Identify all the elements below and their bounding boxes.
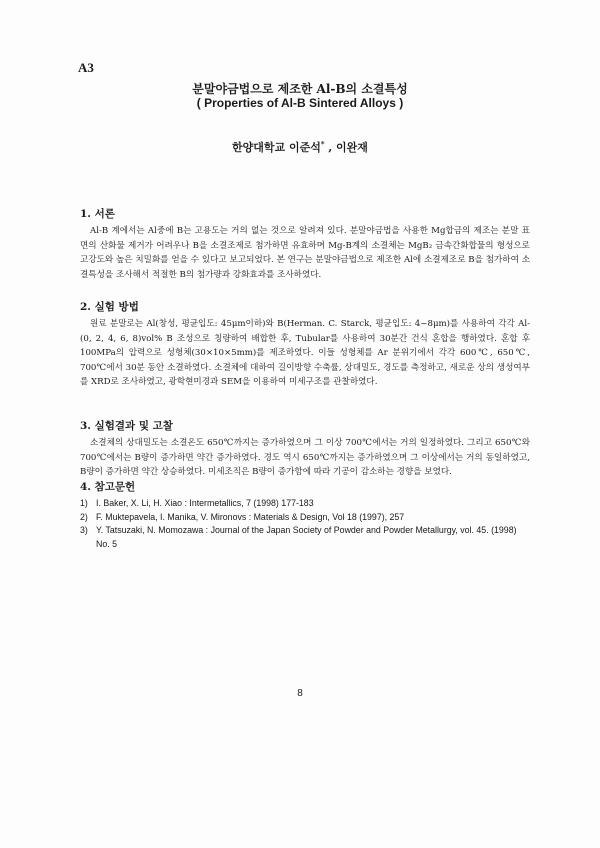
section-methods: [80, 299, 530, 390]
reference-text: F. Muktepavela, I. Manika, V. Mironovs : Materials & Design, Vol 18 (1997), 257: [96, 511, 405, 522]
section-body: 원료 분말로는 Al(창성, 평균입도: 45μm이하)와 B(Herman. C. Starck, 평균입도: 4~8μm)를 사용하여 각각 Al-(0, 2, 4, 6, 8)vol% B 조성으로 칭량하여 배합한 후, Tubular를 사용하여 30분간 건식 혼합을 행하였다. 혼합 후 100MPa의 압력으로 성형체(30×10×5mm)를 제조하였다. 이들 성형체를 Ar 분위기에서 각각 600℃, 650℃, 700℃에서 30분 동안 소결하였다. 소결체에 대하여 길이방향 수축률, 상대밀도, 경도를 측정하고, 새로운 상의 생성여부를 XRD로 조사하였고, 광학현미경과 SEM을 이용하여 미세구조를 관찰하였다.: [80, 319, 530, 388]
reference-item: [80, 511, 530, 525]
corresponding-mark: *: [320, 139, 325, 149]
title-english: ( Properties of Al-B Sintered Alloys ): [196, 96, 404, 110]
section-heading: 1. 서론: [80, 208, 115, 220]
section-heading: 2. 실험 방법: [80, 301, 139, 313]
section-introduction: [80, 206, 530, 282]
title-korean: 분말야금법으로 제조한 Al-B의 소결특성: [192, 82, 408, 96]
reference-number: 3): [80, 525, 88, 536]
section-references: [80, 479, 530, 551]
reference-list: [80, 497, 530, 551]
authors: [0, 139, 600, 155]
author-main: 한양대학교 이준석: [232, 141, 321, 154]
author-rest: , 이완재: [324, 141, 368, 154]
reference-text: Y. Tatsuzaki, N. Momozawa : Journal of the Japan Society of Powder and Powder Metallurgy, vol. 45. (1998) No. 5: [96, 525, 517, 549]
reference-text: I. Baker, X. Li, H. Xiao : Intermetallics, 7 (1998) 177-183: [96, 498, 314, 508]
section-heading: 3. 실험결과 및 고찰: [80, 420, 173, 432]
reference-number: 2): [80, 511, 88, 522]
paper-code: A3: [78, 60, 94, 75]
page-number: 8: [297, 688, 303, 699]
reference-item: [80, 497, 530, 511]
section-results: [80, 418, 530, 480]
section-heading: 4. 참고문헌: [80, 481, 136, 493]
reference-number: 1): [80, 498, 88, 508]
section-body: 소결체의 상대밀도는 소결온도 650℃까지는 증가하였으며 그 이상 700℃에서는 거의 일정하였다. 그리고 650℃와 700℃에서는 B량이 증가하면 약간 증가하였다. 경도 역시 650℃까지는 증가하였으며 그 이상에서는 거의 동일하였고, B량이 증가하면 약간 상승하였다. 미세조직은 B량이 증가함에 따라 기공이 감소하는 경향을 보였다.: [80, 438, 530, 478]
section-body: Al-B 계에서는 Al중에 B는 고용도는 거의 없는 것으로 알려져 있다. 분말야금법을 사용한 Mg합금의 제조는 분말 표면의 산화물 제거가 어려우나 B을 소결조제로 첨가하면 유효하며 Mg-B계의 소결체는 MgB₂ 금속간화합물의 형성으로 고강도와 높은 치밀화를 얻을 수 있다고 보고되었다. 본 연구는 분말야금법으로 제조한 Al에 소결제조로 B을 첨가하여 소결특성을 조사해서 적절한 B의 첨가량과 강화효과를 조사하였다.: [80, 226, 530, 280]
reference-item: [80, 524, 530, 551]
